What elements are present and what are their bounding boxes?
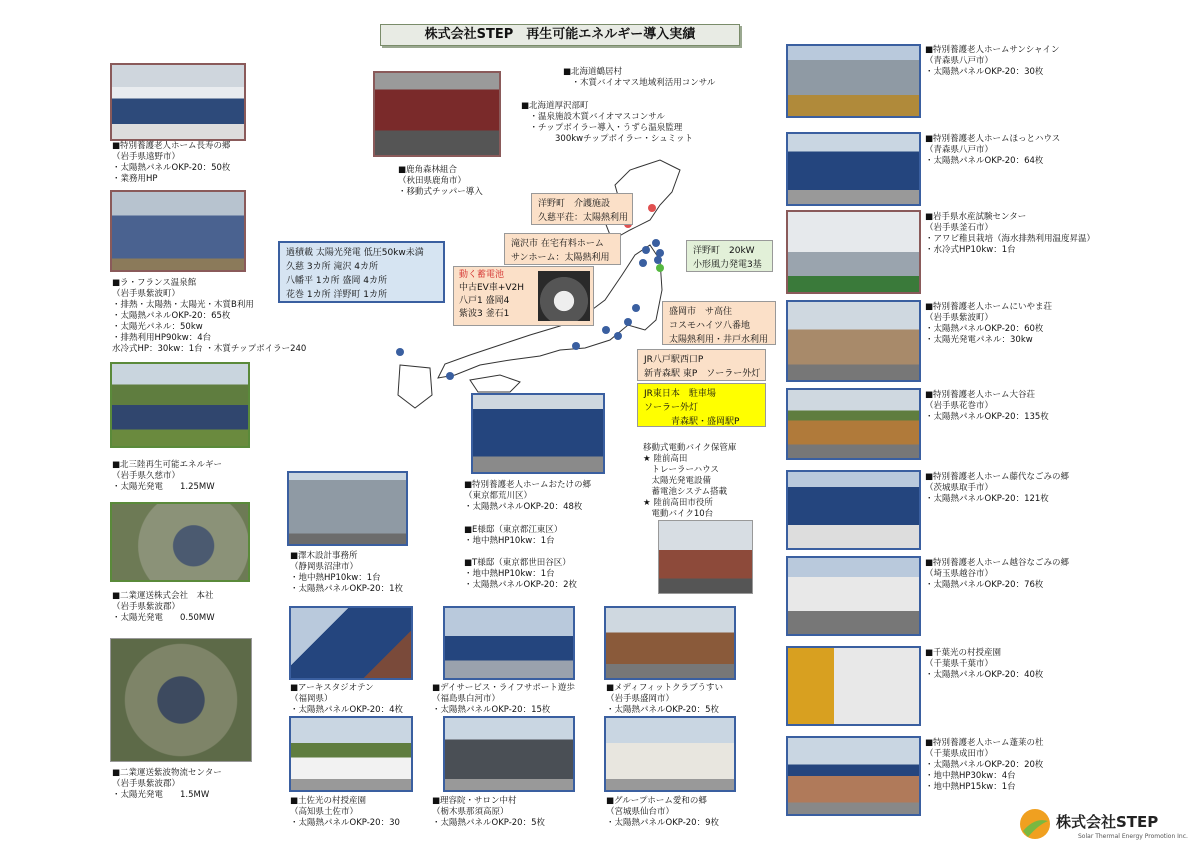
caption-group: ■グループホーム愛和の郷 （宮城県仙台市） ・太陽熱パネルOKP-20：9枚 xyxy=(606,796,719,828)
map-pin-blue xyxy=(624,318,632,326)
map-pin-red xyxy=(648,204,656,212)
map-pin-blue xyxy=(642,246,650,254)
page-title: 株式会社STEP 再生可能エネルギー導入実績 xyxy=(380,24,740,46)
photo-sawaki xyxy=(287,471,408,546)
logo-name: 株式会社STEP xyxy=(1056,813,1159,831)
photo-bike xyxy=(658,520,753,594)
battery-text: 中古EV車+V2H 八戸1 盛岡4 紫波3 釜石1 xyxy=(459,283,525,319)
caption-horai: ■特別養護老人ホーム蓬莱の杜 （千葉県成田市） ・太陽熱パネルOKP-20：20枚 ・地中熱HP30kw：4台 ・地中熱HP15kw：1台 xyxy=(925,738,1044,792)
box-battery xyxy=(453,266,594,326)
battery-title: 動く蓄電池 xyxy=(459,270,505,280)
caption-chiba-hikari: ■千葉光の村授産園 （千葉県千葉市） ・太陽熱パネルOKP-20：40枚 xyxy=(925,648,1044,680)
caption-lafrance: ■ラ・フランス温泉館 （岩手県紫波町） ・排熱・太陽熱・太陽光・木質B利用 ・太陽熱パネルOKP-20：65枚 ・太陽光パネル：50kw ・排熱利用HP90kw：4台 水冷式HP：30kw：1台 ・木質チップボイラー240 xyxy=(112,278,307,354)
photo-nigyo-honsha xyxy=(110,502,250,582)
box-overload-solar: 過積載 太陽光発電 低圧50kw未満 久慈 3カ所 滝沢 4カ所 八幡平 1カ所 盛岡 4カ所 花巻 1カ所 洋野町 1カ所 xyxy=(278,241,445,303)
box-takizawa: 滝沢市 在宅有料ホーム サンホーム：太陽熱利用 xyxy=(504,233,621,265)
caption-arkis: ■アーキスタジオテン （福岡県） ・太陽熱パネルOKP-20：4枚 xyxy=(290,683,403,715)
caption-fujishiro: ■特別養護老人ホーム藤代なごみの郷 （茨城県取手市） ・太陽熱パネルOKP-20：121枚 xyxy=(925,472,1070,504)
photo-otaki xyxy=(471,393,605,474)
logo-sun-icon xyxy=(1018,807,1052,841)
map-pin-blue xyxy=(602,326,610,334)
caption-ohtani: ■特別養護老人ホーム大谷荘 （岩手県花巻市） ・太陽熱パネルOKP-20：135枚 xyxy=(925,390,1049,422)
map-pin-blue xyxy=(639,259,647,267)
box-hirono-care: 洋野町 介護施設 久慈平荘：太陽熱利用 xyxy=(531,193,633,225)
map-pin-green xyxy=(656,264,664,272)
box-hirono-wind: 洋野町 20kW 小形風力発電3基 xyxy=(686,240,773,272)
caption-kakunodate: ■鹿角森林組合 （秋田県鹿角市） ・移動式チッパー導入 xyxy=(398,165,483,197)
caption-nigyo-shiwa: ■二業運送紫波物流センター （岩手県紫波郡） ・太陽光発電 1.5MW xyxy=(112,768,222,800)
box-jr-east: JR東日本 駐車場 ソーラー外灯 青森駅・盛岡駅P xyxy=(637,383,766,427)
photo-ev-car xyxy=(538,271,590,321)
photo-ohtani xyxy=(786,388,921,460)
photo-koshigaya xyxy=(786,556,921,636)
caption-hothouse: ■特別養護老人ホームほっとハウス （青森県八戸市） ・太陽熱パネルOKP-20：64枚 xyxy=(925,134,1061,166)
map-pin-blue xyxy=(656,249,664,257)
caption-thome: ■T様邸（東京都世田谷区） ・地中熱HP10kw：1台 ・太陽熱パネルOKP-20：2枚 xyxy=(464,558,577,590)
caption-suisan: ■岩手県水産試験センター （岩手県釜石市） ・アワビ稚貝栽培（海水排熱利用温度昇温） ・水冷式HP10kw：1台 xyxy=(925,212,1096,255)
photo-fujishiro xyxy=(786,470,921,550)
map-pin-blue xyxy=(654,256,662,264)
photo-niiyama xyxy=(786,300,921,382)
box-jr-hachinohe: JR八戸駅西口P 新青森駅 東P ソーラー外灯 xyxy=(637,349,766,381)
caption-sunshine: ■特別養護老人ホームサンシャイン （青森県八戸市） ・太陽熱パネルOKP-20：30枚 xyxy=(925,45,1060,77)
caption-sawaki: ■澤木設計事務所 （静岡県沼津市） ・地中熱HP10kw：1台 ・太陽熱パネルOKP-20：1枚 xyxy=(290,551,403,594)
caption-hokkaido-assabu: ■北海道厚沢部町 ・温泉施設木質バイオマスコンサル ・チップボイラー導入・うずら温泉監理 300kwチップボイラー・シュミット xyxy=(521,101,694,144)
caption-bike: 移動式電動バイク保管庫 ★ 陸前高田 トレーラーハウス 太陽光発電設備 蓄電池システム搭載 ★ 陸前高田市役所 電動バイク10台 xyxy=(643,443,737,519)
photo-kakunodate xyxy=(373,71,501,157)
map-pin-blue xyxy=(614,332,622,340)
map-pin-blue xyxy=(632,304,640,312)
photo-lafrance xyxy=(110,190,246,272)
caption-koshigaya: ■特別養護老人ホーム越谷なごみの郷 （埼玉県越谷市） ・太陽熱パネルOKP-20：76枚 xyxy=(925,558,1070,590)
caption-niiyama: ■特別養護老人ホームにいやま荘 （岩手県紫波町） ・太陽熱パネルOKP-20：60枚 ・太陽光発電パネル：30kw xyxy=(925,302,1053,345)
caption-nigyo-honsha: ■二業運送株式会社 本社 （岩手県紫波郡） ・太陽光発電 0.50MW xyxy=(112,591,215,623)
photo-tosa xyxy=(289,716,413,792)
map-pin-blue xyxy=(396,348,404,356)
caption-otaki: ■特別養護老人ホームおたけの郷 （東京都荒川区） ・太陽熱パネルOKP-20：48枚 xyxy=(464,480,592,512)
photo-chiba-hikari xyxy=(786,646,921,726)
photo-salon xyxy=(443,716,575,792)
photo-hothouse xyxy=(786,132,921,206)
photo-medifit xyxy=(604,606,736,680)
photo-dayservice xyxy=(443,606,575,680)
photo-sunshine xyxy=(786,44,921,118)
box-morioka: 盛岡市 サ高住 コスモハイツ八番地 太陽熱利用・井戸水利用 xyxy=(662,301,776,345)
caption-tosa: ■土佐光の村授産園 （高知県土佐市） ・太陽熱パネルOKP-20：30 xyxy=(290,796,400,828)
caption-hokkaido-tsurui: ■北海道鶴居村 ・木質バイオマス地域利活用コンサル xyxy=(563,67,716,88)
map-pin-blue xyxy=(572,342,580,350)
caption-medifit: ■メディフィットクラブうすい （岩手県盛岡市） ・太陽熱パネルOKP-20：5枚 xyxy=(606,683,724,715)
map-kyushu xyxy=(398,365,432,408)
caption-ehome: ■E様邸（東京都江東区） ・地中熱HP10kw：1台 xyxy=(464,525,563,546)
company-logo xyxy=(1018,805,1198,845)
caption-dayservice: ■デイサービス・ライフサポート遊歩 （福島県白河市） ・太陽熱パネルOKP-20：15枚 xyxy=(432,683,575,715)
photo-horai xyxy=(786,736,921,816)
caption-kitasanriku: ■北三陸再生可能エネルギー （岩手県久慈市） ・太陽光発電 1.25MW xyxy=(112,460,223,492)
photo-arkis xyxy=(289,606,413,680)
map-pin-blue xyxy=(652,239,660,247)
photo-kitasanriku xyxy=(110,362,250,448)
map-shikoku xyxy=(470,375,520,392)
photo-suisan xyxy=(786,210,921,294)
photo-group xyxy=(604,716,736,792)
photo-chojunosato xyxy=(110,63,246,141)
caption-salon: ■理容院・サロン中村 （栃木県那須高原） ・太陽熱パネルOKP-20：5枚 xyxy=(432,796,545,828)
logo-subtitle: Solar Thermal Energy Promotion Inc. xyxy=(1078,833,1188,840)
photo-nigyo-shiwa xyxy=(110,638,252,762)
caption-chojunosato: ■特別養護老人ホーム長寿の郷 （岩手県遠野市） ・太陽熱パネルOKP-20：50枚 ・業務用HP xyxy=(112,141,231,184)
map-pin-blue xyxy=(446,372,454,380)
